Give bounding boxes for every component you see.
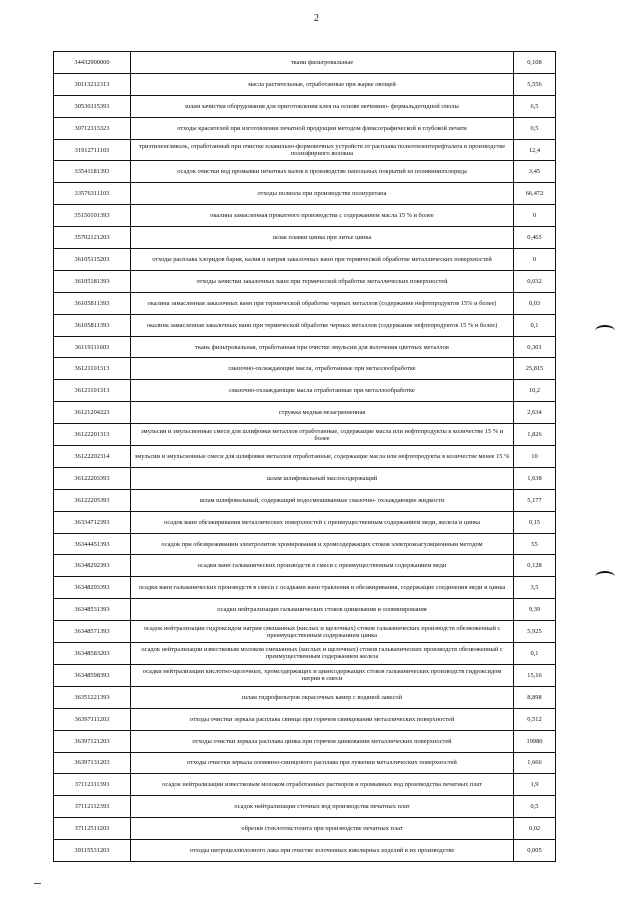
- page-number: 2: [314, 13, 319, 24]
- waste-code-cell: 36122202314: [54, 446, 131, 468]
- waste-name-cell: шлак плавки цинка при литье цинка: [131, 227, 514, 249]
- waste-name-cell: осадок нейтрализации известковым молоком смешанных (кислых и щелочных) стоков гальванических производств обезвоженный с преимущественным содержанием железа: [131, 643, 514, 665]
- waste-code-cell: 36122203393: [54, 467, 131, 489]
- waste-name-cell: шлам зачистки оборудования для приготовления клея на основе мочевино- формальдегидной смолы: [131, 95, 514, 117]
- waste-amount-cell: 0,032: [514, 270, 556, 292]
- table-row: [54, 511, 556, 533]
- waste-amount-cell: 19980: [514, 730, 556, 752]
- waste-code-cell: 36348598393: [54, 664, 131, 686]
- waste-name-cell: отходы нитроцеллюлозного лака при очистке золоченных ювелирных изделий в их производстве: [131, 840, 514, 862]
- waste-code-cell: 31912711103: [54, 139, 131, 161]
- waste-name-cell: осадок ванн обезжиривания металлических поверхностей с преимущественным содержанием меди, железа и цинка: [131, 511, 514, 533]
- table-row: [54, 205, 556, 227]
- waste-code-cell: 37112112393: [54, 796, 131, 818]
- waste-code-cell: 33541181393: [54, 161, 131, 183]
- table-row: [54, 139, 556, 161]
- waste-amount-cell: 0,5: [514, 796, 556, 818]
- table-row: [54, 730, 556, 752]
- table-row: [54, 467, 556, 489]
- waste-amount-cell: 0,465: [514, 227, 556, 249]
- waste-amount-cell: 0: [514, 249, 556, 271]
- table-row: [54, 752, 556, 774]
- waste-code-cell: 30530115393: [54, 95, 131, 117]
- waste-amount-cell: 3,5: [514, 577, 556, 599]
- waste-name-cell: отходы очистки зеркала расплава свинца при горячем свинцевании металлических поверхностей: [131, 708, 514, 730]
- waste-code-cell: 36121101313: [54, 380, 131, 402]
- waste-amount-cell: 1,638: [514, 467, 556, 489]
- waste-amount-cell: 5,925: [514, 621, 556, 643]
- waste-amount-cell: 0,1: [514, 643, 556, 665]
- table-row: [54, 577, 556, 599]
- waste-code-cell: 35702121203: [54, 227, 131, 249]
- waste-amount-cell: 10,2: [514, 380, 556, 402]
- waste-amount-cell: 0,128: [514, 555, 556, 577]
- table-row: [54, 292, 556, 314]
- table-row: [54, 336, 556, 358]
- waste-code-cell: 30712113323: [54, 117, 131, 139]
- waste-amount-cell: 0: [514, 205, 556, 227]
- waste-amount-cell: 1,826: [514, 424, 556, 446]
- waste-code-cell: 36397111203: [54, 708, 131, 730]
- waste-amount-cell: 55: [514, 533, 556, 555]
- waste-name-cell: эмульсии и эмульсионные смеси для шлифовки металлов отработанные, содержащие масла или нефтепродукты в количестве 15 % и более: [131, 424, 514, 446]
- table-row: [54, 533, 556, 555]
- waste-amount-cell: 9,39: [514, 599, 556, 621]
- table-row: [54, 183, 556, 205]
- waste-code-cell: 36348531393: [54, 599, 131, 621]
- waste-code-cell: 34432900000: [54, 52, 131, 74]
- waste-name-cell: триэтиленгликоль, отработанный при очистке плавильно-формовочных устройств от расплава полиэтилентерефталата в производстве полиэфирного волокна: [131, 139, 514, 161]
- waste-name-cell: обрезки стеклотекстолита при производстве печатных плат: [131, 818, 514, 840]
- waste-code-cell: 36121204223: [54, 402, 131, 424]
- waste-name-cell: окалина замасленная прокатного производства с содержанием масла 15 % и более: [131, 205, 514, 227]
- waste-amount-cell: 0,301: [514, 336, 556, 358]
- waste-amount-cell: 1,9: [514, 774, 556, 796]
- waste-name-cell: ткани фильтровальные: [131, 52, 514, 74]
- waste-code-cell: 39115531203: [54, 840, 131, 862]
- table-row: [54, 270, 556, 292]
- table-row: [54, 664, 556, 686]
- table-row: [54, 489, 556, 511]
- waste-amount-cell: 0,02: [514, 818, 556, 840]
- waste-code-cell: 36122205393: [54, 489, 131, 511]
- waste-code-cell: 30113212313: [54, 73, 131, 95]
- table-row: [54, 95, 556, 117]
- waste-amount-cell: 3,45: [514, 161, 556, 183]
- waste-code-cell: 36348571393: [54, 621, 131, 643]
- waste-code-cell: 36348293393: [54, 577, 131, 599]
- waste-amount-cell: 5,177: [514, 489, 556, 511]
- waste-name-cell: осадок при обезвреживании электролитов хромирования и хромсодержащих стоков электрокоагуляционным методом: [131, 533, 514, 555]
- waste-name-cell: шлам гидрофильтров окрасочных камер с водяной завесой: [131, 686, 514, 708]
- waste-name-cell: окалина замасленная закалочных ванн при термической обработке черных металлов (содержание нефтепродуктов 15 % и более): [131, 314, 514, 336]
- waste-code-cell: 36122201313: [54, 424, 131, 446]
- waste-code-cell: 36351221393: [54, 686, 131, 708]
- table-row: [54, 227, 556, 249]
- waste-code-cell: 35150101393: [54, 205, 131, 227]
- waste-amount-cell: 0,1: [514, 314, 556, 336]
- waste-name-cell: осадки ванн гальванических производств в смеси с преимущественным содержанием меди: [131, 555, 514, 577]
- table-row: [54, 117, 556, 139]
- waste-name-cell: осадки нейтрализации кислотно-щелочных, хромсодержащих и циансодержащих стоков гальванических производств гидроксидом натрия в смеси: [131, 664, 514, 686]
- table-row: [54, 249, 556, 271]
- table-row: [54, 686, 556, 708]
- waste-amount-cell: 6,5: [514, 95, 556, 117]
- table-row: [54, 796, 556, 818]
- waste-name-cell: осадок очистки вод промывки печатных валов в производстве напольных покрытий из поливинилхлорида: [131, 161, 514, 183]
- waste-name-cell: отходы очистки зеркала оловянно-свинцового расплава при лужении металлических поверхностей: [131, 752, 514, 774]
- waste-code-cell: 36119111603: [54, 336, 131, 358]
- table-row: [54, 708, 556, 730]
- waste-amount-cell: 10: [514, 446, 556, 468]
- waste-name-cell: эмульсии и эмульсионные смеси для шлифовки металлов отработанные, содержащие масла или нефтепродукты в количестве менее 15 %: [131, 446, 514, 468]
- waste-table: [53, 51, 556, 862]
- table-row: [54, 774, 556, 796]
- table-row: [54, 161, 556, 183]
- waste-name-cell: отходы полиола при производстве полиуретана: [131, 183, 514, 205]
- margin-bracket-mark: [595, 325, 615, 337]
- waste-amount-cell: 5,556: [514, 73, 556, 95]
- waste-name-cell: осадок нейтрализации сточных вод производства печатных плат: [131, 796, 514, 818]
- waste-name-cell: отходы расплава хлоридов бария, калия и натрия закалочных ванн при термической обработке металлических поверхностей: [131, 249, 514, 271]
- margin-bracket-mark: [595, 571, 615, 583]
- waste-name-cell: осадок нейтрализации известковым молоком отработанных растворов и промывных вод производства печатных плат: [131, 774, 514, 796]
- waste-name-cell: отходы очистки зеркала расплава цинка при горячем цинковании металлических поверхностей: [131, 730, 514, 752]
- waste-code-cell: 36348583203: [54, 643, 131, 665]
- waste-amount-cell: 8,898: [514, 686, 556, 708]
- waste-code-cell: 36105181393: [54, 270, 131, 292]
- waste-name-cell: осадок нейтрализации гидроксидом натрия смешанных (кислых и щелочных) стоков гальванических производств обезвоженный с преимущественным содержанием цинка: [131, 621, 514, 643]
- waste-amount-cell: 1,666: [514, 752, 556, 774]
- waste-amount-cell: 12,4: [514, 139, 556, 161]
- waste-name-cell: масла растительные, отработанные при жарке овощей: [131, 73, 514, 95]
- table-row: [54, 840, 556, 862]
- table-row: [54, 599, 556, 621]
- waste-code-cell: 36121101313: [54, 358, 131, 380]
- waste-table-body: [54, 52, 556, 862]
- waste-amount-cell: 0,005: [514, 840, 556, 862]
- table-row: [54, 52, 556, 74]
- waste-code-cell: 36105115203: [54, 249, 131, 271]
- waste-code-cell: 36397131203: [54, 752, 131, 774]
- waste-name-cell: осадки нейтрализации гальванических стоков цинкования и оловянирования: [131, 599, 514, 621]
- waste-code-cell: 36344451393: [54, 533, 131, 555]
- table-row: [54, 380, 556, 402]
- table-row: [54, 424, 556, 446]
- waste-name-cell: шлам шлифовальный, содержащий водосмешиваемые смазочно- охлаждающие жидкости: [131, 489, 514, 511]
- table-row: [54, 555, 556, 577]
- waste-code-cell: 36334712393: [54, 511, 131, 533]
- waste-name-cell: смазочно-охлаждающие масла отработанные при металлообработке: [131, 380, 514, 402]
- waste-amount-cell: 0,5: [514, 117, 556, 139]
- table-row: [54, 818, 556, 840]
- waste-name-cell: ткань фильтровальная, отработанная при очистке эмульсии для волочения цветных металлов: [131, 336, 514, 358]
- table-row: [54, 314, 556, 336]
- waste-amount-cell: 0,512: [514, 708, 556, 730]
- waste-name-cell: осадки ванн гальванических производств в смеси с осадками ванн травления и обезжиривания, содержащие соединения меди и цинка: [131, 577, 514, 599]
- table-row: [54, 643, 556, 665]
- waste-amount-cell: 2,634: [514, 402, 556, 424]
- waste-code-cell: 36348292393: [54, 555, 131, 577]
- waste-amount-cell: 0,15: [514, 511, 556, 533]
- waste-name-cell: отходы красителей при изготовлении печатной продукции методом флексографической и глубокой печати: [131, 117, 514, 139]
- waste-amount-cell: 0,108: [514, 52, 556, 74]
- waste-name-cell: смазочно-охлаждающие масла, отработанные при металлообработке: [131, 358, 514, 380]
- table-row: [54, 621, 556, 643]
- table-row: [54, 358, 556, 380]
- waste-code-cell: 37112111393: [54, 774, 131, 796]
- waste-amount-cell: 25,815: [514, 358, 556, 380]
- scan-tick-mark: [34, 883, 41, 884]
- waste-name-cell: окалина замасленная закалочных ванн при термической обработке черных металлов (содержание нефтепродуктов 15% и более): [131, 292, 514, 314]
- table-row: [54, 73, 556, 95]
- waste-name-cell: шлам шлифовальный маслосодержащий: [131, 467, 514, 489]
- waste-amount-cell: 66,472: [514, 183, 556, 205]
- table-row: [54, 446, 556, 468]
- waste-code-cell: 36105811393: [54, 314, 131, 336]
- waste-code-cell: 33576311103: [54, 183, 131, 205]
- waste-amount-cell: 15,16: [514, 664, 556, 686]
- waste-name-cell: стружка медная незагрязненная: [131, 402, 514, 424]
- waste-code-cell: 37112511203: [54, 818, 131, 840]
- waste-code-cell: 36397121203: [54, 730, 131, 752]
- waste-amount-cell: 0,03: [514, 292, 556, 314]
- waste-name-cell: отходы зачистки закалочных ванн при термической обработке металлических поверхностей: [131, 270, 514, 292]
- table-row: [54, 402, 556, 424]
- waste-code-cell: 36105811393: [54, 292, 131, 314]
